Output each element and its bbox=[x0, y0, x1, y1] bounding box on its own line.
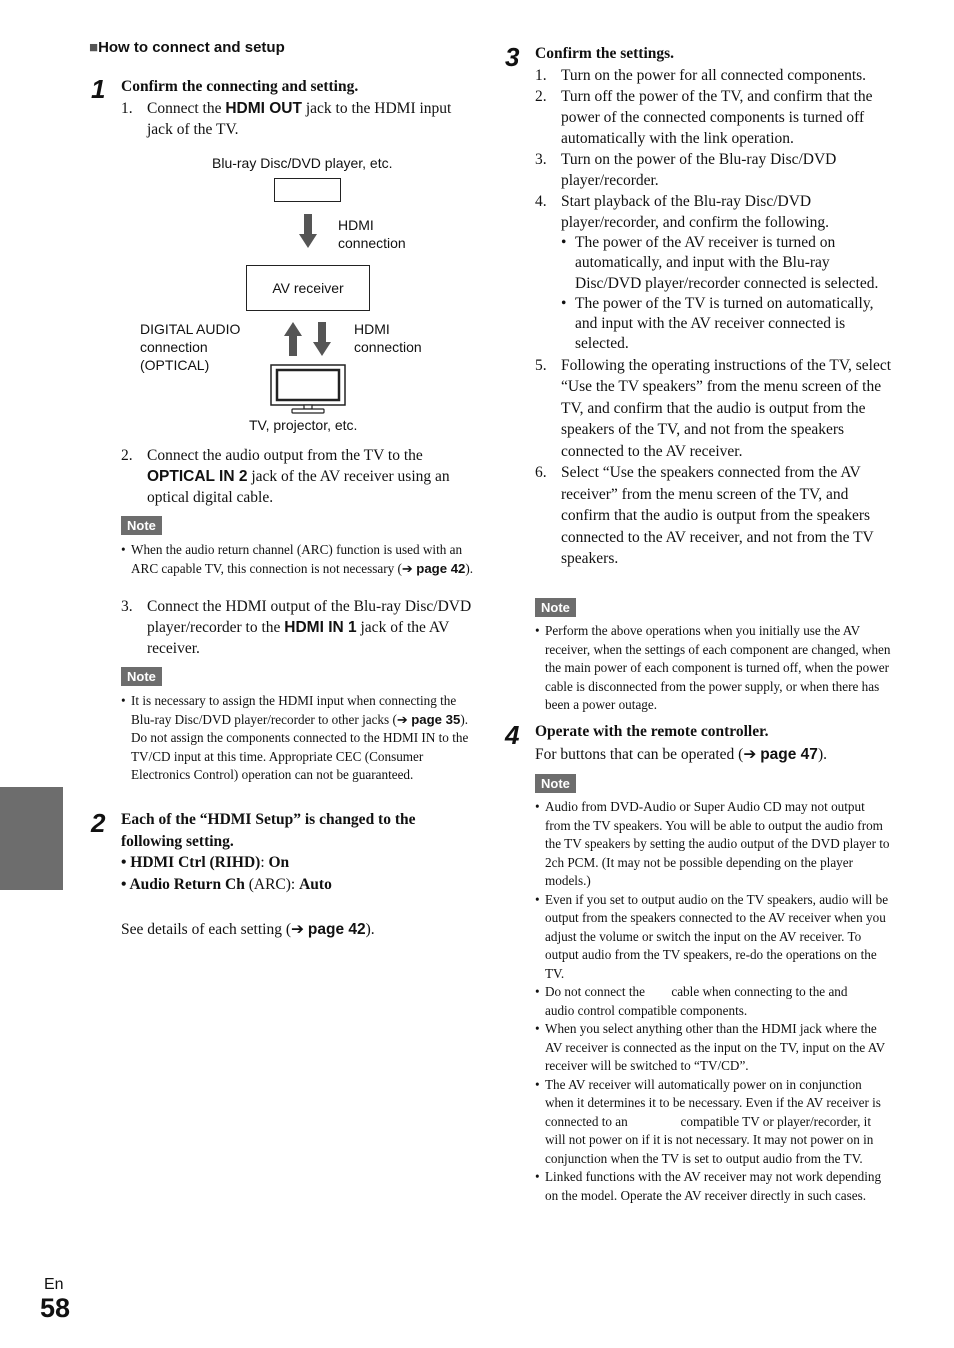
list-item: 4. Start playback of the Blu-ray Disc/DVD player/recorder, and confirm the following. bbox=[535, 193, 829, 231]
step1-item1 bbox=[121, 98, 481, 140]
step1-heading: Confirm the connecting and setting. bbox=[121, 78, 359, 95]
page-ref: page 47 bbox=[760, 746, 818, 763]
item-number: 2. bbox=[121, 447, 133, 464]
list-item: • The power of the AV receiver is turned on automatically, and input with the Blu-ray Disc/DVD player/recorder connected is selected. bbox=[561, 234, 879, 292]
section-heading bbox=[89, 38, 285, 57]
tv-icon bbox=[270, 364, 346, 414]
list-item: • The AV receiver will automatically power on in conjunction when it determines it to be necessary. Even if the AV receiver is connected to an compatible TV or player/recorder, it will not power on if it is not necessary. It may not power on in conjunction when the TV is set to output audio from the TV. bbox=[535, 1076, 885, 1166]
arrow-down-icon bbox=[299, 214, 317, 248]
player-device-icon bbox=[274, 178, 341, 202]
jack-name: HDMI IN 1 bbox=[284, 619, 357, 636]
list-item: • The power of the TV is turned on automatically, and input with the AV receiver connected is selected. bbox=[561, 294, 874, 353]
note-badge: Note bbox=[121, 516, 162, 535]
hdmi-connection-bottom-label: HDMI connection bbox=[354, 321, 422, 355]
step4-heading: Operate with the remote controller. bbox=[535, 723, 769, 740]
language-label: En bbox=[44, 1276, 64, 1293]
item-text: Connect the HDMI output of the Blu-ray Disc/DVD player/recorder to the HDMI IN 1 jack of the AV receiver. bbox=[147, 598, 472, 657]
step1-item2 bbox=[121, 445, 481, 508]
step1-item3 bbox=[121, 596, 481, 659]
arrow-right-icon: ➔ bbox=[743, 746, 757, 763]
setting-arc: • Audio Return Ch (ARC): Auto bbox=[121, 876, 332, 893]
step2-heading: Each of the “HDMI Setup” is changed to the following setting. bbox=[121, 811, 416, 850]
step-number: 1 bbox=[91, 74, 106, 104]
page-number: 58 bbox=[40, 1293, 71, 1323]
note-badge: Note bbox=[535, 598, 576, 617]
page-ref: page 42 bbox=[307, 921, 366, 938]
note-text: • Perform the above operations when you initially use the AV receiver, when the settings of each component are changed, when the main power of each component is turned off, when the power cable is disconnected from the power supply, or when there has been a power outage. bbox=[535, 623, 891, 712]
connection-diagram bbox=[120, 150, 480, 440]
section-marker: ■ bbox=[89, 39, 99, 56]
note-badge: Note bbox=[535, 774, 576, 793]
list-item: 3. Turn on the power of the Blu-ray Disc/DVD player/recorder. bbox=[535, 151, 837, 189]
step-number: 2 bbox=[91, 808, 106, 838]
note-text: • It is necessary to assign the HDMI input when connecting the Blu-ray Disc/DVD player/recorder to other jacks (➔ page 35). Do not assign the components connected to the HDMI IN to the TV/CD input at this time. Appropriate CEC (Consumer Electronics Control) operation can not be guaranteed. bbox=[121, 693, 469, 782]
see-details: See details of each setting (➔ page 42). bbox=[121, 921, 375, 938]
arrow-right-icon: ➔ bbox=[401, 560, 413, 576]
av-receiver-label: AV receiver bbox=[272, 280, 344, 296]
note-badge: Note bbox=[121, 667, 162, 686]
arrow-right-icon: ➔ bbox=[396, 711, 408, 727]
note-text: • When the audio return channel (ARC) function is used with an ARC capable TV, this connection is not necessary (➔ page 42). bbox=[121, 542, 474, 576]
list-item: 6. Select “Use the speakers connected from the AV receiver” from the menu screen of the TV, and confirm that the audio is output from the speakers connected to the AV receiver, and not from the TV speakers. bbox=[535, 464, 874, 568]
step3-list bbox=[535, 65, 895, 570]
setting-rihd: • HDMI Ctrl (RIHD): On bbox=[121, 854, 290, 871]
list-item: • Linked functions with the AV receiver may not work depending on the model. Operate the AV receiver directly in such cases. bbox=[535, 1169, 882, 1203]
jack-name: OPTICAL IN 2 bbox=[147, 468, 248, 485]
tv-label: TV, projector, etc. bbox=[249, 417, 358, 433]
section-side-tab bbox=[0, 787, 63, 890]
item-number: 1. bbox=[121, 100, 133, 117]
step3-heading: Confirm the settings. bbox=[535, 45, 675, 62]
note-list bbox=[535, 798, 893, 1205]
arrow-down-icon bbox=[313, 322, 331, 356]
section-title: How to connect and setup bbox=[98, 39, 285, 56]
arrow-right-icon: ➔ bbox=[291, 921, 305, 938]
list-item: • When you select anything other than the HDMI jack where the AV receiver is connected as the input on the TV, input on the AV receiver will be switched to “TV/CD”. bbox=[535, 1021, 885, 1073]
page-ref: page 35 bbox=[411, 711, 461, 727]
remote-buttons-line: For buttons that can be operated (➔ page 47). bbox=[535, 746, 827, 763]
item-number: 3. bbox=[121, 598, 133, 615]
player-label: Blu-ray Disc/DVD player, etc. bbox=[212, 155, 393, 171]
jack-name: HDMI OUT bbox=[225, 100, 302, 117]
item-text: Connect the audio output from the TV to the OPTICAL IN 2 jack of the AV receiver using an optical digital cable. bbox=[147, 447, 450, 506]
arrow-up-icon bbox=[284, 322, 302, 356]
list-item: • Audio from DVD-Audio or Super Audio CD may not output from the TV speakers. You will be able to output the audio from the TV speakers by setting the audio output of the DVD player to 2ch PCM. (It may not be possible depending on the player models.) bbox=[535, 799, 890, 888]
av-receiver-box bbox=[246, 265, 370, 311]
list-item: • Do not connect the cable when connecting to the and audio control compatible components. bbox=[535, 984, 874, 1018]
item-text: Connect the HDMI OUT jack to the HDMI input jack of the TV. bbox=[147, 100, 452, 138]
page-ref: page 42 bbox=[416, 560, 466, 576]
optical-connection-label: DIGITAL AUDIO connection (OPTICAL) bbox=[140, 321, 241, 373]
list-item: 5. Following the operating instructions of the TV, select “Use the TV speakers” from the menu screen of the TV, and confirm that the audio is output from the speakers of the TV, and not from the speakers connected to the AV receiver. bbox=[535, 356, 892, 460]
step-number: 4 bbox=[505, 720, 520, 750]
hdmi-connection-top-label: HDMI connection bbox=[338, 217, 406, 251]
step-number: 3 bbox=[505, 42, 520, 72]
list-item: 1. Turn on the power for all connected components. bbox=[535, 67, 867, 84]
list-item: 2. Turn off the power of the TV, and confirm that the power of the connected components is turned off automatically with the link operation. bbox=[535, 88, 873, 147]
list-item: • Even if you set to output audio on the TV speakers, audio will be output from the speakers connected to the AV receiver when you adjust the volume or switch the input on the AV receiver. To output audio from the TV speakers, re-do the operations on the TV. bbox=[535, 891, 889, 981]
